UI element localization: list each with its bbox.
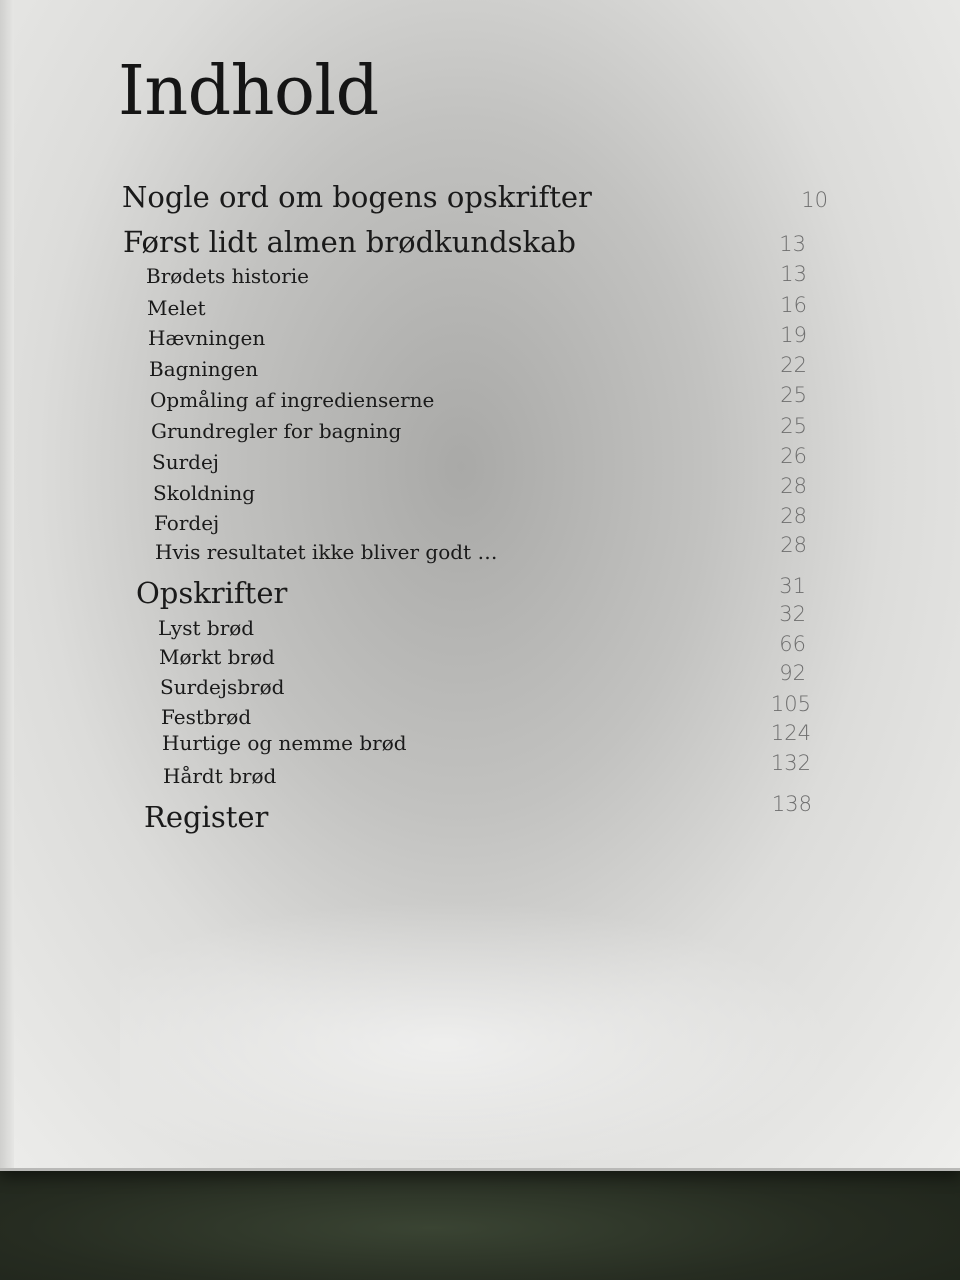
toc-entry-page: 138 [771,792,812,816]
toc-entry-page: 19 [780,323,807,347]
toc-entry-page: 124 [770,721,811,745]
toc-entry-label: Surdej [152,450,219,474]
toc-entry-label: Brødets historie [146,264,310,288]
page-edge [0,0,14,1168]
toc-entry-label: Opskrifter [136,576,288,610]
toc-entry [122,180,842,214]
toc-entry-label: Fordej [154,511,220,535]
toc-entry [136,576,836,610]
toc-entry-label: Opmåling af ingredienserne [150,388,435,412]
toc-entry-page: 31 [779,574,806,598]
toc-entry [147,293,847,330]
toc-entry-page: 28 [780,504,807,528]
toc-entry-page: 92 [779,661,806,685]
toc-entry [151,414,851,453]
toc-entry-page: 25 [780,383,807,407]
toc-entry-label: Hævningen [148,326,266,350]
toc-entry-label: Festbrød [161,705,252,729]
toc-entry [150,383,850,422]
toc-entry-label: Hårdt brød [163,764,277,788]
toc-entry-label: Først lidt almen brødkundskab [123,225,576,259]
toc-entry-page: 13 [779,232,806,256]
toc-entry-label: Nogle ord om bogens opskrifter [122,180,592,214]
toc-entry-page: 28 [780,533,807,557]
toc-entry-page: 16 [780,293,807,317]
toc-entry-label: Hvis resultatet ikke bliver godt … [155,540,498,564]
toc-entry-page: 32 [779,602,806,626]
toc-entry-label: Register [144,800,269,834]
toc-entry [148,323,848,360]
toc-entry [146,264,846,298]
toc-entry-page: 105 [770,692,811,716]
toc-entry [144,792,844,834]
toc-entry-label: Melet [147,296,206,320]
toc-entry-label: Bagningen [149,357,259,381]
toc-entry-page: 28 [780,474,807,498]
toc-entry-page: 22 [780,353,807,377]
toc-entry-page: 25 [780,414,807,438]
toc-entry-label: Hurtige og nemme brød [162,731,407,755]
toc-entry [155,533,855,574]
toc-entry [123,225,843,259]
toc-entry-page: 10 [801,188,828,212]
page-title: Indhold [118,52,379,131]
toc-entry-label: Surdejsbrød [160,675,285,699]
light-glare [120,900,840,1160]
toc-entry-page: 26 [780,444,807,468]
toc-entry-label: Lyst brød [158,616,255,640]
toc-entry-label: Skoldning [153,481,256,505]
toc-entry-page: 66 [779,632,806,656]
toc-entry-page: 132 [770,751,811,775]
toc-entry-label: Grundregler for bagning [151,419,402,443]
toc-entry-label: Mørkt brød [159,645,275,669]
toc-entry-page: 13 [780,262,807,286]
toc-entry [149,353,849,391]
